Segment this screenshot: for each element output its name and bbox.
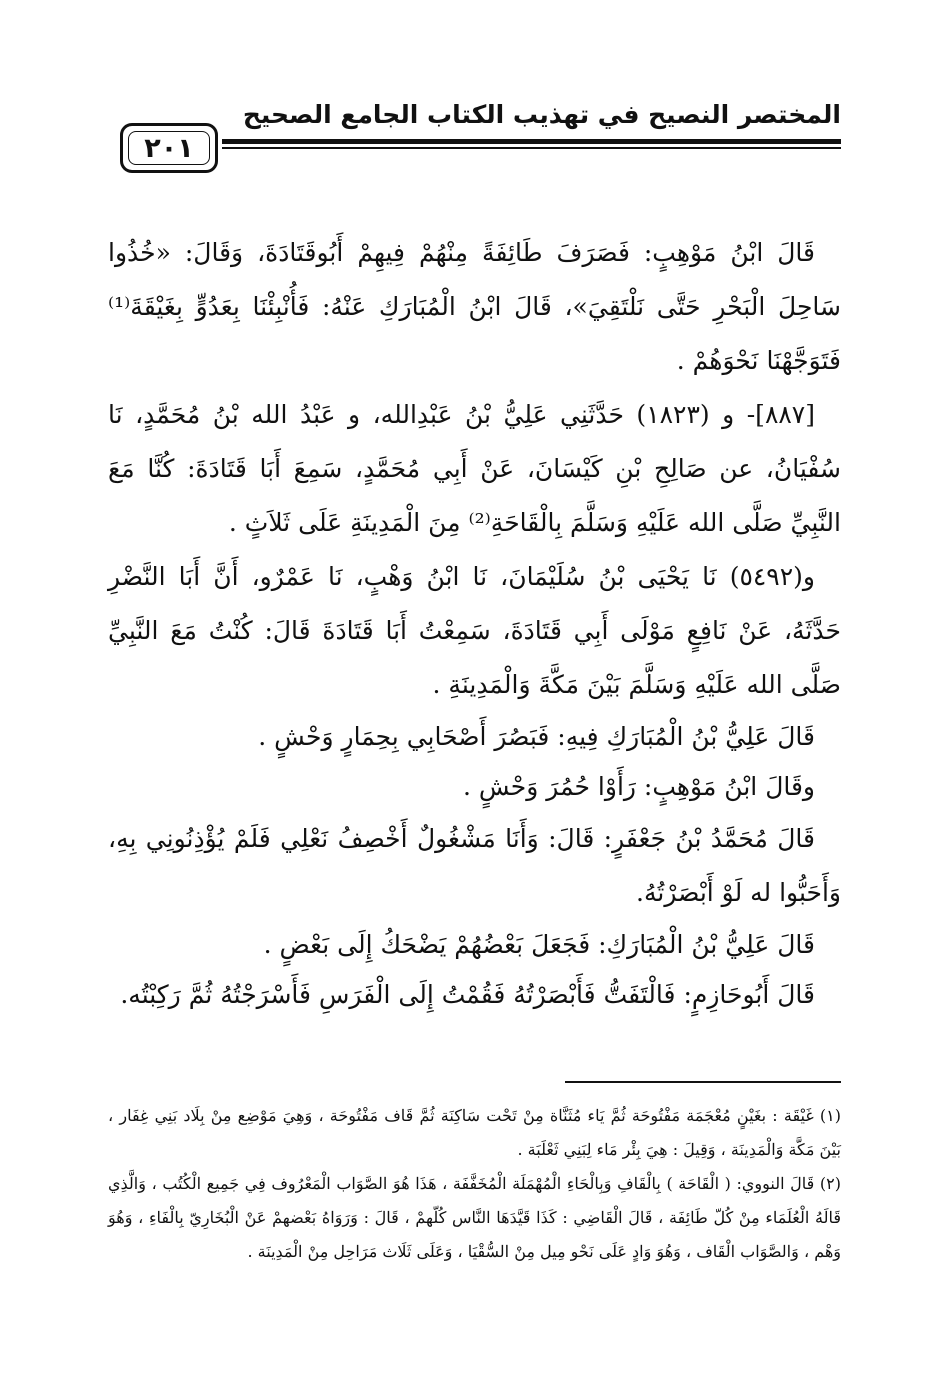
footnote: (١) غَيْقَة : بغَيْنٍ مُعْجَمَة مَفْتُوحَة ثُمَّ يَاء مُثَنَّاة مِنْ تَحْت سَاكِنَة ثُمَّ قَاف مَفْتُوحَة ، وَهِيَ مَوْضِع مِنْ بِلَاد بَنِي غِفَار ، بَيْنَ مَكَّة وَالْمَدِينَة ، وَقِيلَ : هِيَ بِئْر مَاء لِبَنِي ثَعْلَبَة . — [108, 1106, 841, 1159]
footnotes — [108, 1099, 841, 1269]
paragraph: قَالَ ابْنُ مَوْهِبٍ: فَصَرَفَ طَائِفَةً مِنْهُمْ فِيهِمْ أَبُوقَتَادَةَ، وَقَالَ: «خُذُوا سَاحِلَ الْبَحْرِ حَتَّى نَلْتَقِيَ»، قَالَ ابْنُ الْمُبَارَكِ عَنْهُ: فَأُنْبِئْنَا بِعَدُوٍّ بِغَيْقَةَ⁽¹⁾ فَتَوَجَّهْنَا نَحْوَهُمْ . — [108, 238, 841, 375]
paragraph: قَالَ عَلِيُّ بْنُ الْمُبَارَكِ فِيهِ: فَبَصُرَ أَصْحَابِي بِحِمَارٍ وَحْشٍ . — [258, 722, 815, 751]
page-number: ٢٠١ — [144, 132, 194, 164]
paragraph: وقَالَ ابْنُ مَوْهِبٍ: رَأَوْا حُمُرَ وَحْشٍ . — [463, 772, 815, 801]
main-text — [108, 226, 841, 1020]
header-rule — [222, 139, 841, 144]
paragraph: قَالَ عَلِيُّ بْنُ الْمُبَارَكِ: فَجَعَلَ بَعْضُهُمْ يَضْحَكُ إِلَى بَعْضٍ . — [263, 930, 815, 959]
page-number-frame — [120, 123, 218, 173]
running-title: المختصر النصيح في تهذيب الكتاب الجامع الصحيح — [242, 100, 841, 129]
paragraph: قَالَ أَبُوحَازِمٍ: فَالْتَفَتُّ فَأَبْصَرْتُهُ فَقُمْتُ إِلَى الْفَرَسِ فَأَسْرَجْتُهُ ثُمَّ رَكِبْتُه. — [120, 980, 815, 1009]
paragraph: و(٥٤٩٢) نَا يَحْيَى بْنُ سُلَيْمَانَ، نَا ابْنُ وَهْبٍ، نَا عَمْرٌو، أَنَّ أَبَا النَّضْرِ حَدَّثَهُ، عَنْ نَافِعٍ مَوْلَى أَبِي قَتَادَةَ، سَمِعْتُ أَبَا قَتَادَةَ قَالَ: كُنْتُ مَعَ النَّبِيِّ صَلَّى الله عَلَيْهِ وَسَلَّمَ بَيْنَ مَكَّةَ وَالْمَدِينَةِ . — [108, 562, 841, 699]
header-rule-thin — [222, 147, 841, 149]
paragraph: قَالَ مُحَمَّدُ بْنُ جَعْفَرٍ: قَالَ: وَأَنَا مَشْغُولٌ أَخْصِفُ نَعْلِي فَلَمْ يُؤْذِنُونِي بِهِ، وَأَحَبُّوا له لَوْ أَبْصَرْتُهُ. — [108, 824, 841, 907]
footnote: (٢) قَالَ النووي: ( الْقَاحَة ) بِالْقَافِ وَبِالْحَاءِ الْمُهْمَلَة الْمُخَفَّفَة ، هَذَا هُوَ الصَّوَاب الْمَعْرُوف فِي جَمِيع الْكُتُب ، وَالَّذِي قَالَهُ الْعُلَمَاء مِنْ كُلّ طَائِفَة ، قَالَ الْقَاضِي : كَذَا قَيَّدَهَا النَّاس كُلّهمْ ، قَالَ : وَرَوَاهُ بَعْضهمْ عَنْ الْبُخَارِيّ بِالْفَاءِ ، وَهُوَ وَهْم ، وَالصَّوَاب الْقَاف ، وَهُوَ وَادٍ عَلَى نَحْو مِيل مِنْ السُّقْيَا ، وَعَلَى ثَلَاث مَرَاحِل مِنْ الْمَدِينَة . — [108, 1174, 841, 1261]
paragraph: [٨٨٧]- و (١٨٢٣) حَدَّثَنِي عَلِيُّ بْنُ عَبْدِالله، و عَبْدُ الله بْنُ مُحَمَّدٍ، نَا سُفْيَانُ، عن صَالِحِ بْنِ كَيْسَانَ، عَنْ أَبِي مُحَمَّدٍ، سَمِعَ أَبَا قَتَادَةَ: كُنَّا مَعَ النَّبِيِّ صَلَّى الله عَلَيْهِ وَسَلَّمَ بِالْقَاحَةِ⁽²⁾ مِنَ الْمَدِينَةِ عَلَى ثَلاَثٍ . — [108, 400, 841, 537]
footnote-separator — [565, 1081, 841, 1083]
